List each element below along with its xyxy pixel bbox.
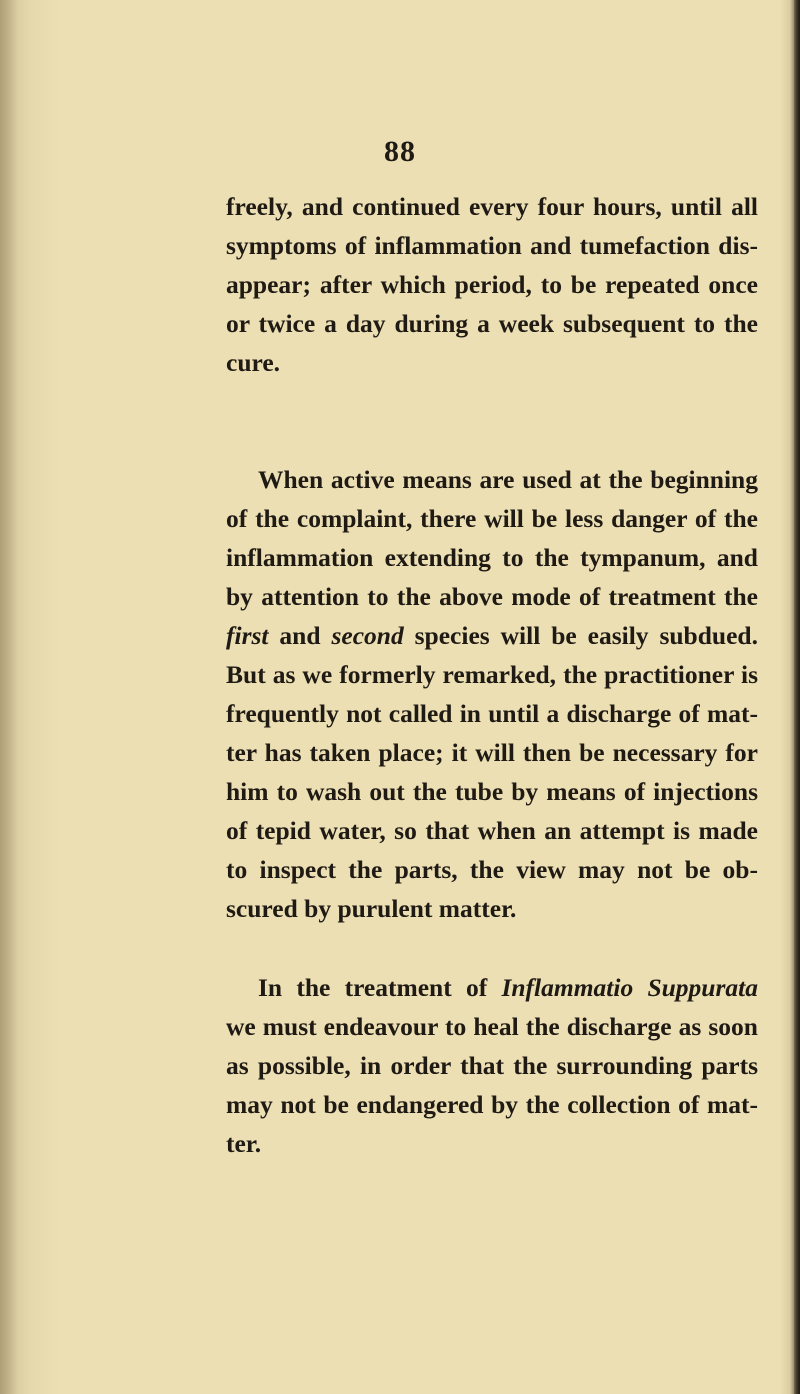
text-run: species will be easily subdued. — [403, 621, 758, 650]
text-line: cure. — [226, 348, 281, 377]
text-line: we must endeavour to heal the discharge as soon — [226, 1012, 758, 1041]
text-run: and — [268, 621, 332, 650]
text-run: In the treatment of — [258, 973, 502, 1002]
italic-phrase: Inflammatio Suppurata — [501, 973, 758, 1002]
text-line: scured by purulent matter. — [226, 894, 517, 923]
text-line: of tepid water, so that when an attempt is made — [226, 816, 758, 845]
paragraph-3 — [226, 968, 758, 1163]
text-line: When active means are used at the beginning — [258, 465, 758, 494]
text-line: ter has taken place; it will then be necessary for — [226, 738, 758, 767]
text-line: appear; after which period, to be repeated once — [226, 270, 758, 299]
text-line: frequently not called in until a discharge of mat- — [226, 699, 758, 728]
text-line: But as we formerly remarked, the practitioner is — [226, 660, 758, 689]
gutter-shadow — [0, 0, 18, 1394]
italic-word: second — [331, 621, 404, 650]
text-line: may not be endangered by the collection of mat- — [226, 1090, 758, 1119]
text-line: as possible, in order that the surrounding parts — [226, 1051, 758, 1080]
text-line: by attention to the above mode of treatment the — [226, 582, 758, 611]
text-line-mixed — [226, 968, 758, 1007]
page-edge — [794, 0, 800, 1394]
paragraph-1 — [226, 187, 758, 382]
italic-word: first — [226, 621, 269, 650]
text-line: or twice a day during a week subsequent to the — [226, 309, 758, 338]
text-line: freely, and continued every four hours, until all — [226, 192, 758, 221]
text-line: him to wash out the tube by means of injections — [226, 777, 758, 806]
page-number: 88 — [384, 135, 416, 168]
text-line: to inspect the parts, the view may not be ob- — [226, 855, 758, 884]
text-line: of the complaint, there will be less danger of the — [226, 504, 758, 533]
text-line: ter. — [226, 1129, 262, 1158]
text-line-mixed — [226, 616, 758, 655]
paragraph-2 — [226, 460, 758, 928]
text-line: inflammation extending to the tympanum, and — [226, 543, 758, 572]
text-line: symptoms of inflammation and tumefaction dis- — [226, 231, 758, 260]
